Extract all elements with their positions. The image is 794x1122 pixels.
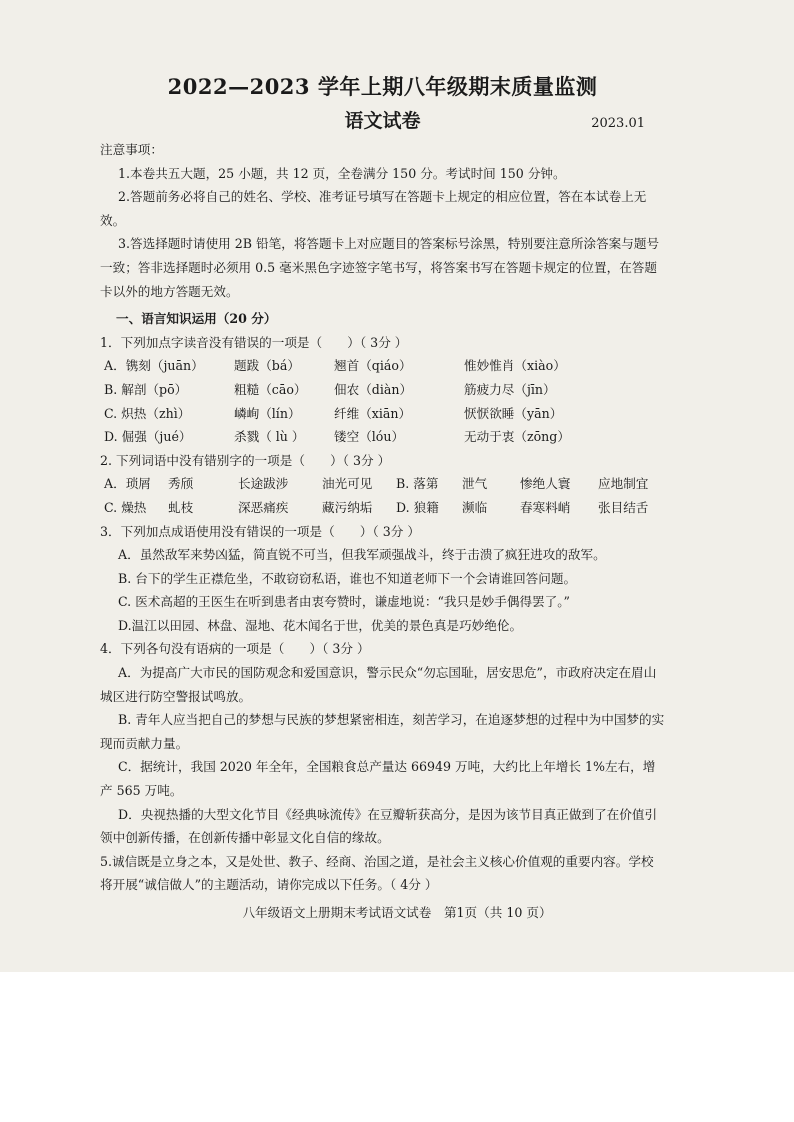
option-word: 筋疲力尽（jīn） (464, 381, 556, 397)
question-1-option-c (104, 402, 665, 426)
question-3-option-b: B. 台下的学生正襟危坐，不敢窃窃私语，谁也不知道老师下一个会请谁回答问题。 (118, 570, 577, 586)
option-word: D. 倔强（jué） (104, 429, 192, 445)
question-1-option-b (104, 378, 665, 402)
option-word: C. 炽热（zhì） (104, 405, 191, 421)
question-4-option-a: A．为提高广大市民的国防观念和爱国意识，警示民众“勿忘国耻，居安思危”，市政府决定在眉山城区进行防空警报试鸣放。 (100, 665, 657, 704)
question-4-stem: 4．下列各句没有语病的一项是（ ）（ 3分 ） (100, 641, 370, 657)
exam-content (100, 72, 665, 897)
question-3-option-a: A．虽然敌军来势凶猛，简直锐不可当，但我军顽强战斗，终于击溃了疯狂进攻的敌军。 (118, 547, 606, 563)
question-3-option-d: D.温江以田园、林盘、湿地、花木闻名于世，优美的景色真是巧妙绝伦。 (118, 617, 523, 633)
option-word: B. 解剖（pō） (104, 381, 188, 397)
option-word: 翘首（qiáo） (334, 358, 412, 374)
question-3-stem: 3．下列加点成语使用没有错误的一项是（ ）（ 3分 ） (100, 523, 420, 539)
option-word: 张目结舌 (598, 499, 649, 515)
question-4-option-d: D．央视热播的大型文化节目《经典咏流传》在豆瓣斩获高分，是因为该节目真正做到了在价值引领中创新传播，在创新传播中彰显文化自信的缘故。 (100, 806, 658, 846)
option-word: 粗糙（cāo） (234, 381, 307, 397)
option-word: C. 燥热 (104, 499, 147, 515)
question-1-option-a (104, 354, 665, 378)
option-word: 惨绝人寰 (520, 476, 571, 492)
question-4-option-b: B. 青年人应当把自己的梦想与民族的梦想紧密相连，刻苦学习，在追逐梦想的过程中为中国梦的实现而贡献力量。 (100, 712, 665, 751)
option-word: D. 狼籍 (396, 499, 439, 515)
question-1-option-d (104, 425, 665, 449)
option-word: 泄气 (462, 476, 488, 492)
option-word: 濒临 (462, 499, 488, 515)
option-word: B. 落第 (396, 476, 439, 492)
option-word: 杀戮（ lù ） (234, 429, 305, 445)
exam-subtitle: 语文试卷 (344, 110, 421, 132)
option-word: 藏污纳垢 (322, 499, 373, 515)
question-2-options-ab (104, 472, 665, 496)
option-word: 纤维（xiān） (334, 405, 412, 421)
option-word: A．镌刻（juān） (104, 358, 204, 374)
option-word: 长途跋涉 (238, 476, 289, 492)
exam-date: 2023.01 (591, 116, 645, 131)
option-word: 秀颀 (168, 476, 194, 492)
question-4-option-c: C．据统计，我国 2020 年全年，全国粮食总产量达 66949 万吨，大约比上年增长 1%左右，增产 565 万吨。 (100, 759, 656, 799)
exam-title: 2022—2023 学年上期八年级期末质量监测 (167, 74, 598, 99)
note-item-3: 3.答选择题时请使用 2B 铅笔，将答题卡上对应题目的答案标号涂黑，特别要注意所涂答案与题号一致；答非选择题时必须用 0.5 毫米黑色字迹签字笔书写，将答案书写在答题卡规定的位置，在答题卡以外的地方答题无效。 (100, 236, 660, 299)
question-2-stem: 2. 下列词语中没有错别字的一项是（ ）（ 3分 ） (100, 452, 391, 468)
option-word: 佃农（diàn） (334, 381, 413, 397)
option-word: A．琐屑 (104, 476, 151, 492)
option-word: 应地制宜 (598, 476, 649, 492)
subtitle-line (100, 102, 665, 138)
question-1-stem: 1．下列加点字读音没有错误的一项是（ ）（ 3分 ） (100, 334, 408, 350)
note-item-2: 2.答题前务必将自己的姓名、学校、准考证号填写在答题卡上规定的相应位置，答在本试卷上无效。 (100, 189, 647, 228)
note-item-1: 1.本卷共五大题，25 小题，共 12 页，全卷满分 150 分。考试时间 150 分钟。 (118, 165, 566, 181)
option-word: 无动于衷（zōng） (464, 429, 570, 445)
page-footer: 八年级语文上册期末考试语文试卷 第1页（共 10 页） (242, 905, 552, 920)
option-word: 虬枝 (168, 499, 194, 515)
question-3-option-c: C. 医术高超的王医生在听到患者由衷夸赞时，谦虚地说：“我只是妙手偶得罢了。” (118, 594, 570, 610)
option-word: 镂空（lóu） (334, 429, 405, 445)
question-2-options-cd (104, 496, 665, 520)
question-5-stem: 5.诚信既是立身之本，又是处世、教子、经商、治国之道，是社会主义核心价值观的重要内容。学校将开展“诚信做人”的主题活动，请你完成以下任务。（ 4分 ） (100, 853, 654, 893)
option-word: 深恶痛疾 (238, 499, 289, 515)
option-word: 春寒料峭 (520, 499, 571, 515)
option-word: 油光可见 (322, 476, 373, 492)
option-word: 惟妙惟肖（xiào） (464, 358, 566, 374)
notes-heading: 注意事项： (100, 142, 163, 157)
option-word: 嶙峋（lín） (234, 405, 301, 421)
section-heading: 一、语言知识运用（20 分） (116, 311, 277, 327)
option-word: 恹恹欲睡（yān） (464, 405, 563, 421)
option-word: 题跋（bá） (234, 358, 300, 374)
